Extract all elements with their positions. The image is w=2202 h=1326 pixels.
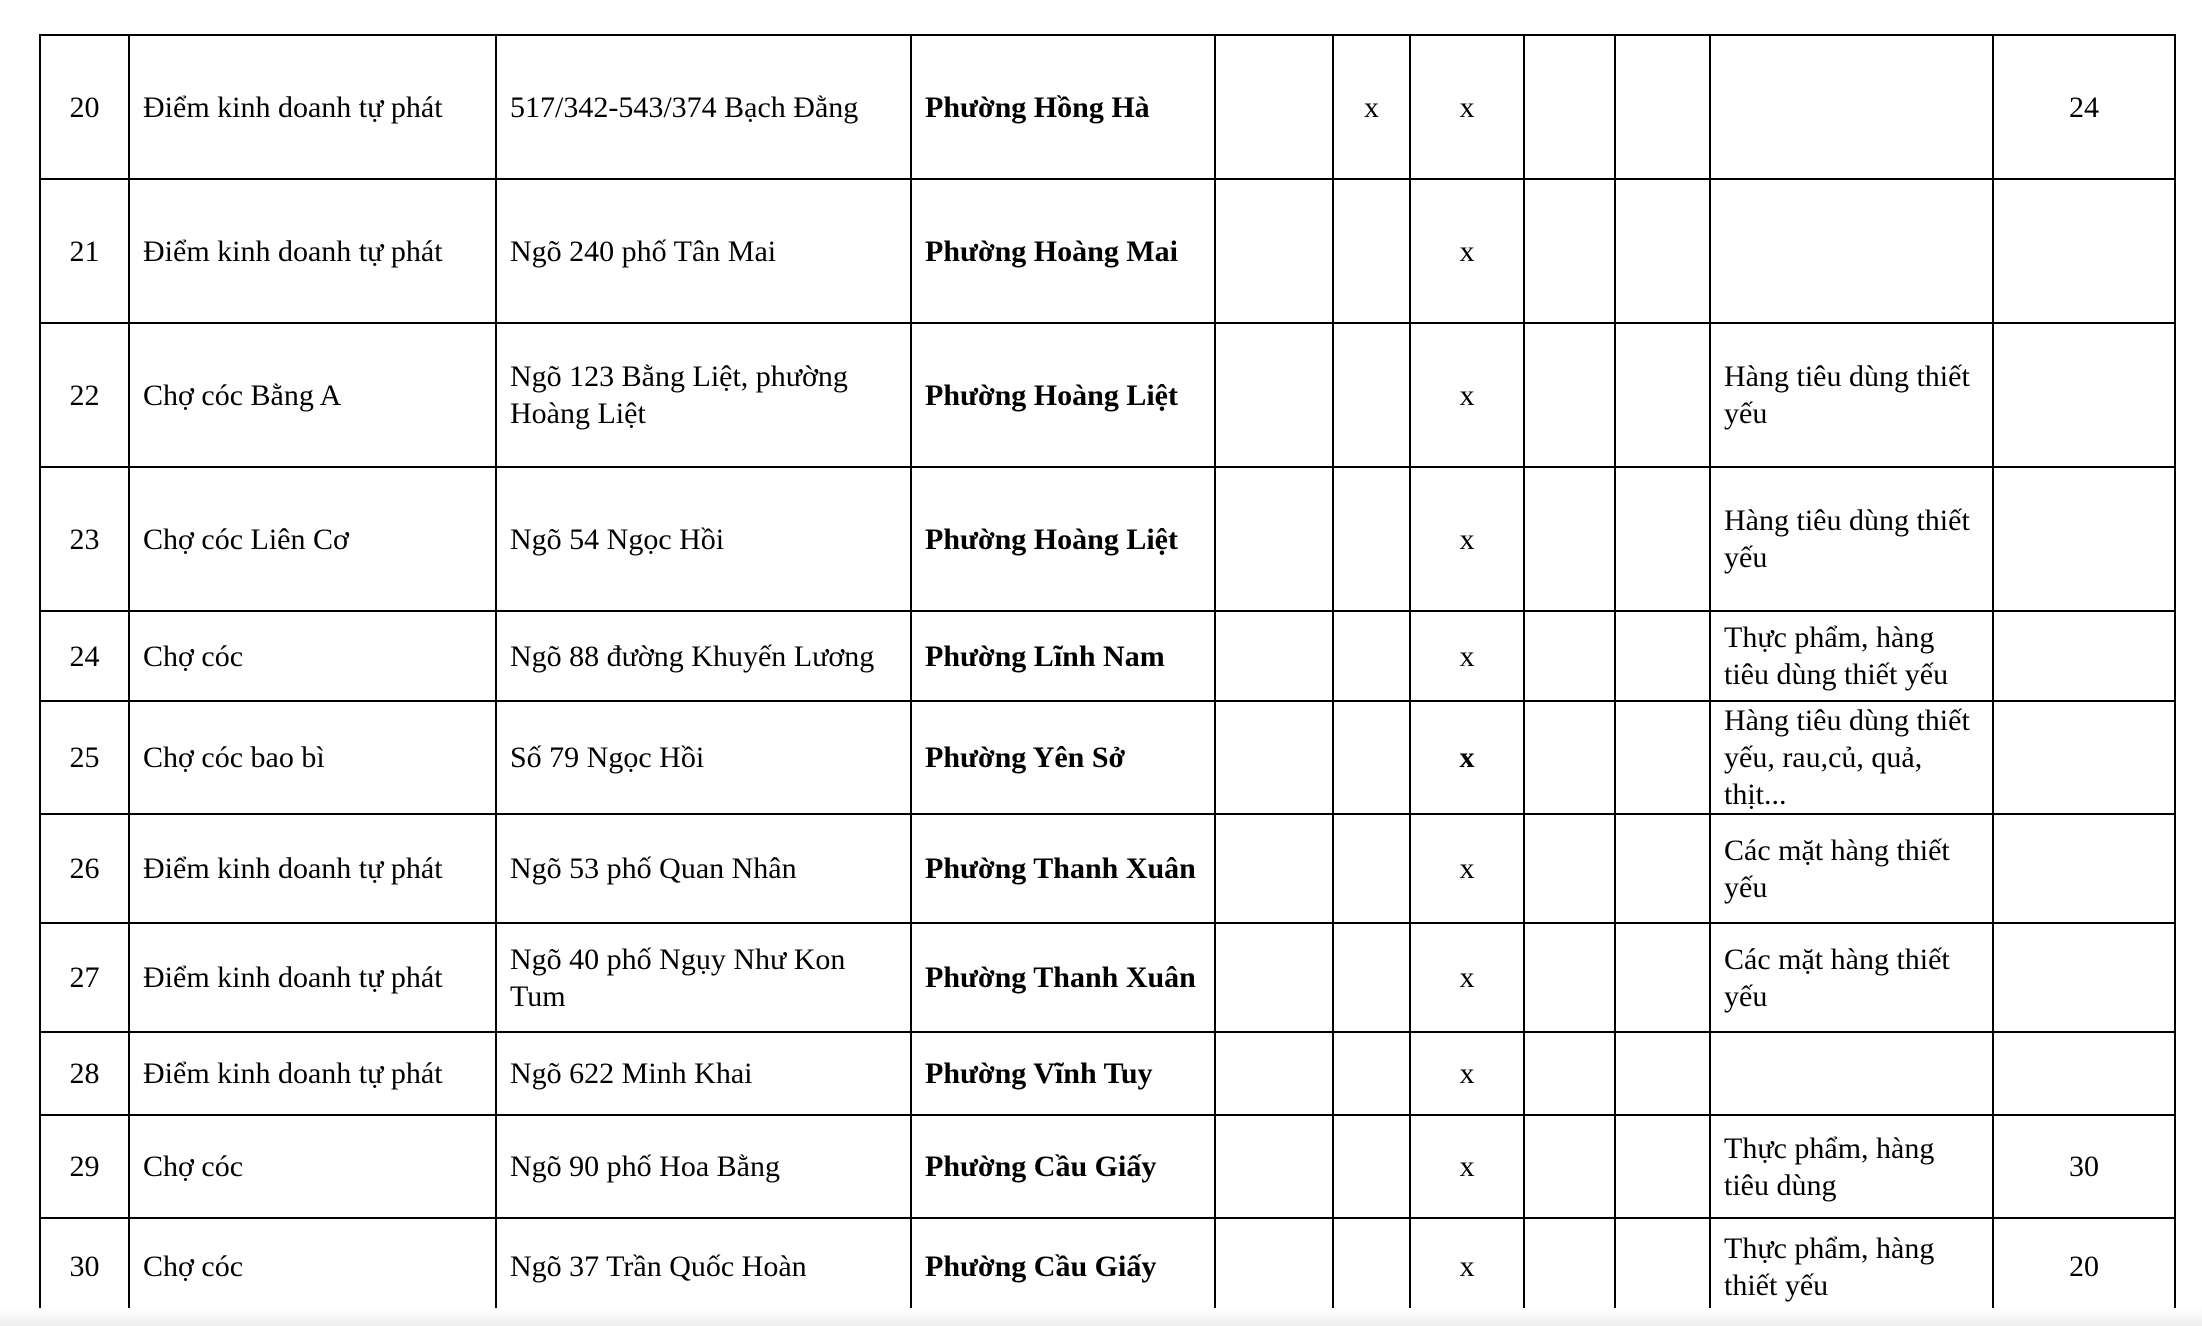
location-name: Chợ cóc bao bì — [129, 701, 496, 814]
mark-cell-5 — [1615, 1218, 1710, 1315]
location-name: Chợ cóc — [129, 1115, 496, 1218]
goods-description — [1710, 1032, 1993, 1115]
mark-cell-4 — [1524, 179, 1615, 323]
mark-cell-3: x — [1410, 923, 1524, 1032]
table-row — [40, 323, 2175, 467]
vendor-count — [1993, 701, 2175, 814]
vendor-count — [1993, 814, 2175, 923]
vendor-count — [1993, 323, 2175, 467]
mark-cell-2 — [1333, 701, 1410, 814]
location-name: Chợ cóc Liên Cơ — [129, 467, 496, 611]
mark-cell-5 — [1615, 323, 1710, 467]
mark-cell-5 — [1615, 923, 1710, 1032]
location-name: Điểm kinh doanh tự phát — [129, 35, 496, 179]
goods-description: Thực phẩm, hàng thiết yếu — [1710, 1218, 1993, 1315]
mark-cell-5 — [1615, 467, 1710, 611]
mark-cell-1 — [1215, 611, 1333, 701]
ward-name: Phường Hoàng Mai — [911, 179, 1215, 323]
mark-cell-1 — [1215, 1218, 1333, 1315]
goods-description: Thực phẩm, hàng tiêu dùng thiết yếu — [1710, 611, 1993, 701]
vendor-count: 20 — [1993, 1218, 2175, 1315]
location-address: Ngõ 54 Ngọc Hồi — [496, 467, 911, 611]
goods-description — [1710, 35, 1993, 179]
mark-cell-3: x — [1410, 1032, 1524, 1115]
mark-cell-3: x — [1410, 814, 1524, 923]
mark-cell-5 — [1615, 701, 1710, 814]
ward-name: Phường Hoàng Liệt — [911, 467, 1215, 611]
mark-cell-1 — [1215, 467, 1333, 611]
mark-cell-4 — [1524, 35, 1615, 179]
mark-cell-3: x — [1410, 35, 1524, 179]
goods-description: Các mặt hàng thiết yếu — [1710, 814, 1993, 923]
mark-cell-1 — [1215, 701, 1333, 814]
goods-description: Hàng tiêu dùng thiết yếu — [1710, 323, 1993, 467]
mark-cell-4 — [1524, 467, 1615, 611]
mark-cell-2: x — [1333, 35, 1410, 179]
ward-name: Phường Vĩnh Tuy — [911, 1032, 1215, 1115]
row-number: 22 — [40, 323, 129, 467]
mark-cell-4 — [1524, 701, 1615, 814]
table-row — [40, 467, 2175, 611]
mark-cell-5 — [1615, 1115, 1710, 1218]
mark-cell-2 — [1333, 1032, 1410, 1115]
row-number: 21 — [40, 179, 129, 323]
market-list-table — [39, 34, 2176, 1316]
ward-name: Phường Hoàng Liệt — [911, 323, 1215, 467]
location-address: Ngõ 240 phố Tân Mai — [496, 179, 911, 323]
table-row — [40, 1218, 2175, 1315]
location-name: Chợ cóc — [129, 611, 496, 701]
table-row — [40, 814, 2175, 923]
vendor-count — [1993, 611, 2175, 701]
mark-cell-1 — [1215, 35, 1333, 179]
ward-name: Phường Thanh Xuân — [911, 923, 1215, 1032]
row-number: 30 — [40, 1218, 129, 1315]
vendor-count — [1993, 467, 2175, 611]
location-address: Ngõ 622 Minh Khai — [496, 1032, 911, 1115]
mark-cell-4 — [1524, 814, 1615, 923]
location-address: Ngõ 53 phố Quan Nhân — [496, 814, 911, 923]
goods-description — [1710, 179, 1993, 323]
mark-cell-4 — [1524, 1032, 1615, 1115]
location-address: Ngõ 90 phố Hoa Bằng — [496, 1115, 911, 1218]
mark-cell-1 — [1215, 814, 1333, 923]
vendor-count — [1993, 179, 2175, 323]
table-row — [40, 923, 2175, 1032]
table-row — [40, 1115, 2175, 1218]
mark-cell-2 — [1333, 179, 1410, 323]
mark-cell-3: x — [1410, 179, 1524, 323]
mark-cell-3: x — [1410, 1115, 1524, 1218]
mark-cell-3: x — [1410, 467, 1524, 611]
table-row — [40, 35, 2175, 179]
mark-cell-2 — [1333, 814, 1410, 923]
mark-cell-4 — [1524, 1115, 1615, 1218]
mark-cell-3: x — [1410, 1218, 1524, 1315]
mark-cell-4 — [1524, 923, 1615, 1032]
vendor-count: 24 — [1993, 35, 2175, 179]
row-number: 26 — [40, 814, 129, 923]
goods-description: Thực phẩm, hàng tiêu dùng — [1710, 1115, 1993, 1218]
ward-name: Phường Cầu Giấy — [911, 1218, 1215, 1315]
mark-cell-2 — [1333, 1218, 1410, 1315]
table-row — [40, 179, 2175, 323]
location-name: Điểm kinh doanh tự phát — [129, 923, 496, 1032]
location-name: Điểm kinh doanh tự phát — [129, 814, 496, 923]
ward-name: Phường Thanh Xuân — [911, 814, 1215, 923]
row-number: 29 — [40, 1115, 129, 1218]
mark-cell-3: x — [1410, 701, 1524, 814]
mark-cell-2 — [1333, 611, 1410, 701]
mark-cell-1 — [1215, 1032, 1333, 1115]
mark-cell-4 — [1524, 323, 1615, 467]
page-bottom-shadow — [0, 1308, 2202, 1326]
location-address: Ngõ 37 Trần Quốc Hoàn — [496, 1218, 911, 1315]
mark-cell-5 — [1615, 35, 1710, 179]
table-row — [40, 1032, 2175, 1115]
vendor-count — [1993, 923, 2175, 1032]
mark-cell-5 — [1615, 611, 1710, 701]
vendor-count — [1993, 1032, 2175, 1115]
mark-cell-1 — [1215, 1115, 1333, 1218]
ward-name: Phường Hồng Hà — [911, 35, 1215, 179]
goods-description: Hàng tiêu dùng thiết yếu — [1710, 467, 1993, 611]
mark-cell-5 — [1615, 179, 1710, 323]
location-name: Chợ cóc — [129, 1218, 496, 1315]
mark-cell-2 — [1333, 323, 1410, 467]
mark-cell-1 — [1215, 323, 1333, 467]
goods-description: Các mặt hàng thiết yếu — [1710, 923, 1993, 1032]
mark-cell-2 — [1333, 923, 1410, 1032]
mark-cell-3: x — [1410, 611, 1524, 701]
mark-cell-3: x — [1410, 323, 1524, 467]
mark-cell-2 — [1333, 467, 1410, 611]
location-address: Ngõ 40 phố Ngụy Như Kon Tum — [496, 923, 911, 1032]
mark-cell-5 — [1615, 1032, 1710, 1115]
mark-cell-4 — [1524, 611, 1615, 701]
location-name: Điểm kinh doanh tự phát — [129, 1032, 496, 1115]
ward-name: Phường Yên Sở — [911, 701, 1215, 814]
mark-cell-2 — [1333, 1115, 1410, 1218]
row-number: 20 — [40, 35, 129, 179]
vendor-count: 30 — [1993, 1115, 2175, 1218]
row-number: 24 — [40, 611, 129, 701]
location-address: Ngõ 123 Bằng Liệt, phường Hoàng Liệt — [496, 323, 911, 467]
mark-cell-5 — [1615, 814, 1710, 923]
location-address: 517/342-543/374 Bạch Đằng — [496, 35, 911, 179]
table-row — [40, 611, 2175, 701]
row-number: 28 — [40, 1032, 129, 1115]
mark-cell-1 — [1215, 179, 1333, 323]
location-name: Chợ cóc Bằng A — [129, 323, 496, 467]
location-address: Ngõ 88 đường Khuyến Lương — [496, 611, 911, 701]
ward-name: Phường Lĩnh Nam — [911, 611, 1215, 701]
table-row — [40, 701, 2175, 814]
row-number: 27 — [40, 923, 129, 1032]
location-name: Điểm kinh doanh tự phát — [129, 179, 496, 323]
location-address: Số 79 Ngọc Hồi — [496, 701, 911, 814]
ward-name: Phường Cầu Giấy — [911, 1115, 1215, 1218]
row-number: 25 — [40, 701, 129, 814]
goods-description: Hàng tiêu dùng thiết yếu, rau,củ, quả, thịt... — [1710, 701, 1993, 814]
mark-cell-1 — [1215, 923, 1333, 1032]
mark-cell-4 — [1524, 1218, 1615, 1315]
row-number: 23 — [40, 467, 129, 611]
